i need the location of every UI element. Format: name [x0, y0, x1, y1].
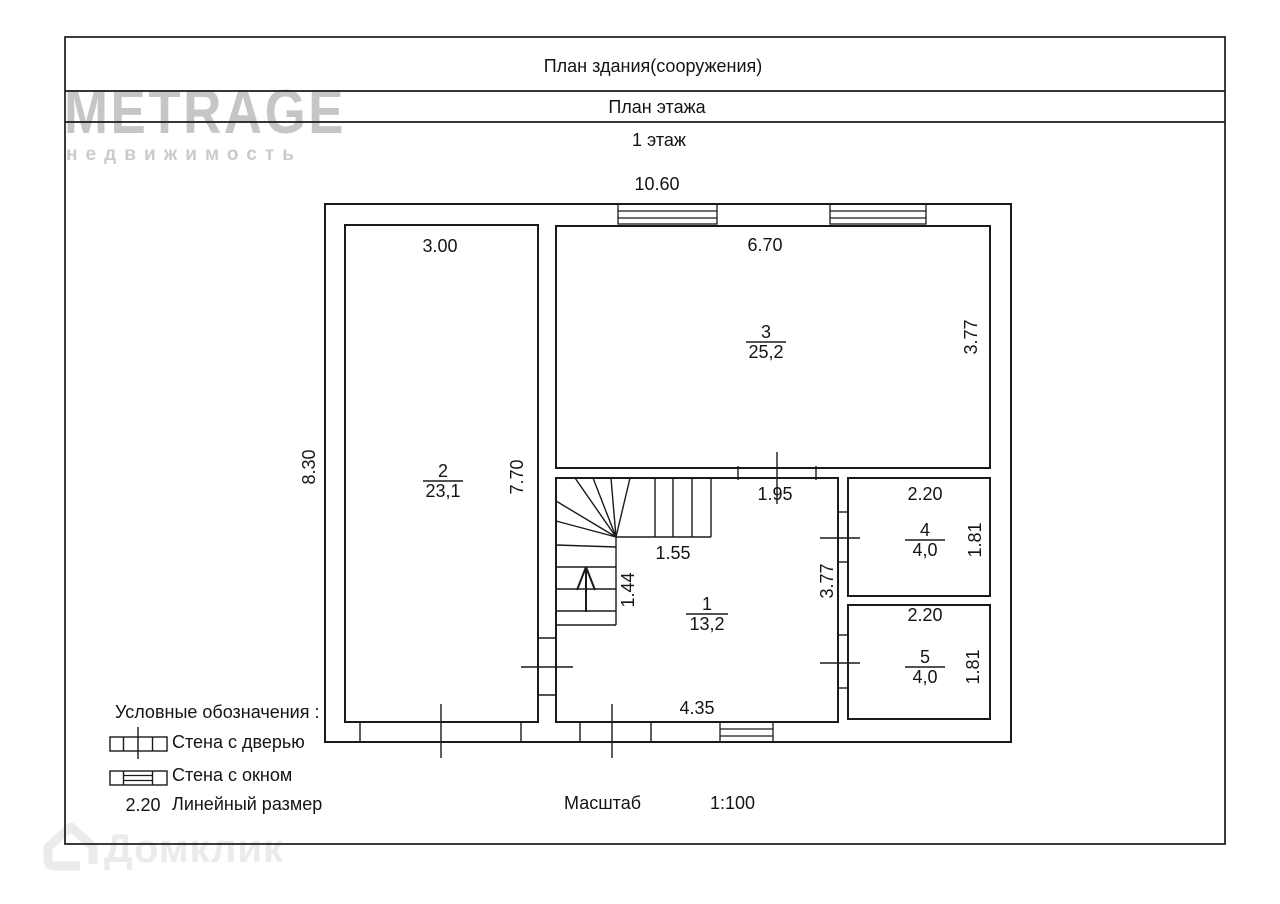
- room-5-area: 4,0: [912, 667, 938, 687]
- dim-room4-height: 1.81: [965, 522, 985, 558]
- metrage-logo-text: METRAGE: [64, 78, 346, 147]
- dim-room3-door-width: 1.95: [757, 484, 793, 504]
- dim-hall-height: 3.77: [817, 563, 837, 599]
- legend-title: Условные обозначения :: [115, 702, 320, 722]
- metrage-tagline-text: недвижимость: [66, 144, 302, 165]
- room-1-number: 1: [701, 594, 713, 614]
- dim-hall-width: 4.35: [679, 698, 715, 718]
- room-4-area: 4,0: [912, 540, 938, 560]
- doc-title: План здания(сооружения): [543, 56, 763, 76]
- sheet-title: План этажа: [608, 97, 706, 117]
- dim-room3-height: 3.77: [961, 319, 981, 355]
- dim-stair-depth: 1.44: [618, 572, 638, 608]
- domclick-logo-text: Домклик: [104, 827, 285, 871]
- dim-room5-width: 2.20: [907, 605, 943, 625]
- room-3-area: 25,2: [748, 342, 784, 362]
- dim-room4-width: 2.20: [907, 484, 943, 504]
- dim-room2-width: 3.00: [422, 236, 458, 256]
- dim-overall-height: 8.30: [299, 449, 319, 485]
- room-2-area: 23,1: [425, 481, 461, 501]
- dim-room2-height: 7.70: [507, 459, 527, 495]
- legend-wall-with-door-label: Стена с дверью: [172, 732, 305, 752]
- room-2-number: 2: [437, 461, 449, 481]
- legend-wall-with-window-label: Стена с окном: [172, 765, 293, 785]
- floor-label: 1 этаж: [632, 130, 686, 150]
- room-5-number: 5: [919, 647, 931, 667]
- legend-linear-dim-label: Линейный размер: [172, 794, 323, 814]
- legend-linear-dim-example: 2.20: [125, 795, 161, 815]
- room-1-area: 13,2: [689, 614, 725, 634]
- dim-overall-width: 10.60: [634, 174, 680, 194]
- dim-stair-width: 1.55: [655, 543, 691, 563]
- room-3-number: 3: [760, 322, 772, 342]
- dim-room5-height: 1.81: [963, 649, 983, 685]
- room-4-number: 4: [919, 520, 931, 540]
- dim-room3-width: 6.70: [747, 235, 783, 255]
- scale-value: 1:100: [710, 793, 756, 813]
- scale-label: Масштаб: [564, 793, 642, 813]
